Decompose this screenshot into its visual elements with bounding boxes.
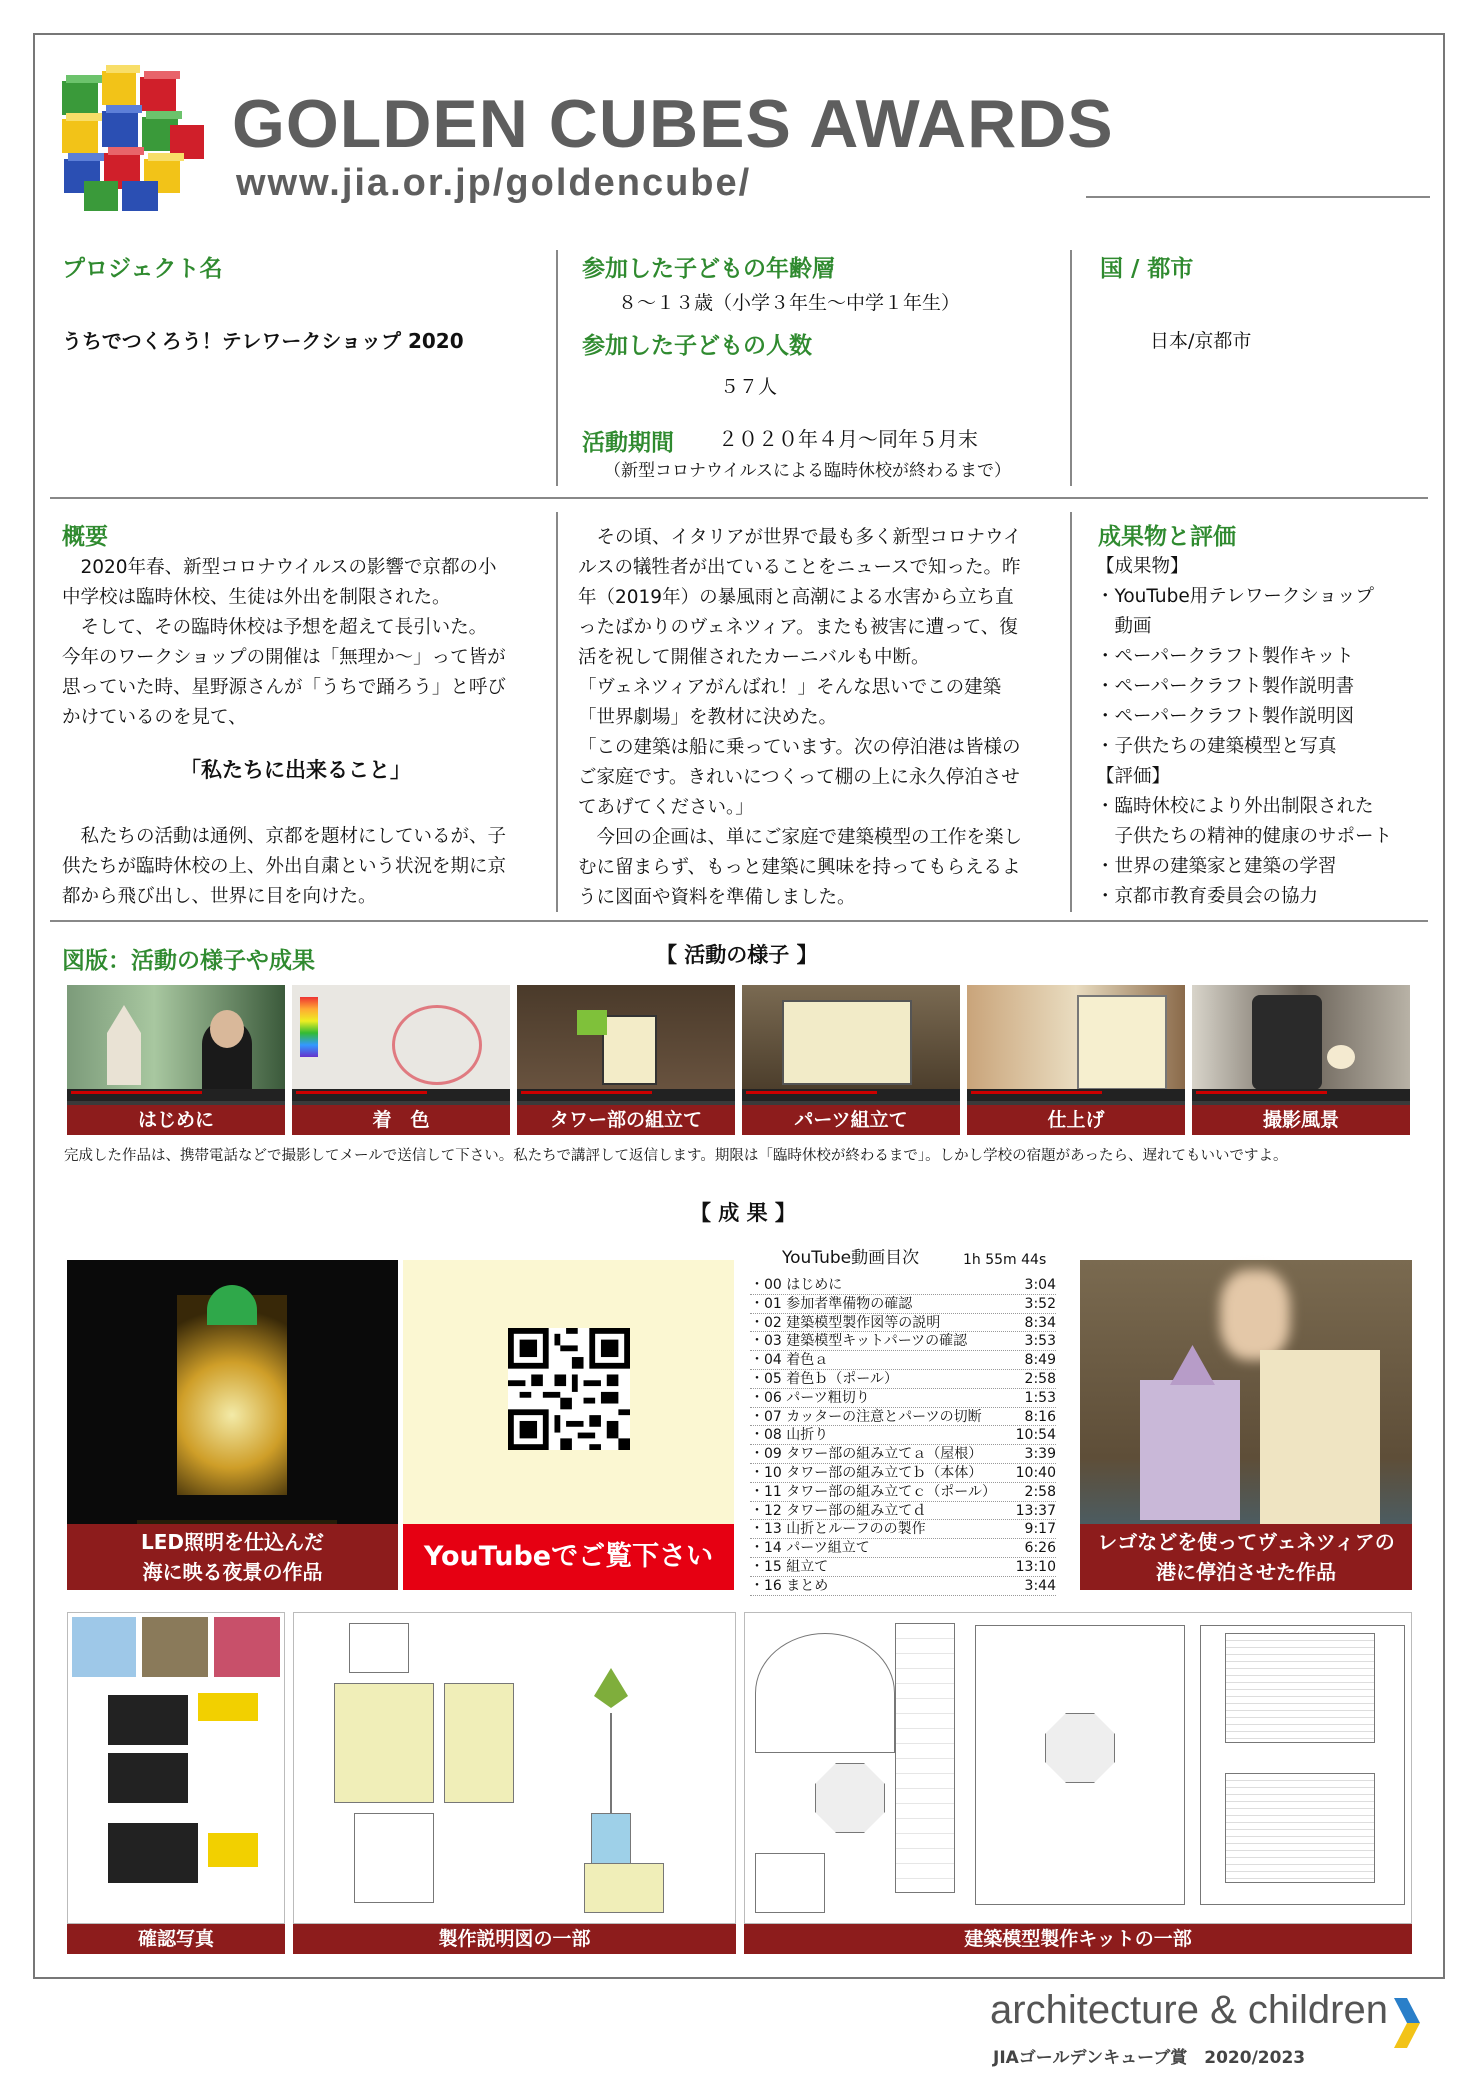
column-divider bbox=[1070, 512, 1072, 912]
toc-chapter-duration: 13:10 bbox=[1015, 1559, 1056, 1575]
eval-item: 子供たちの精神的健康のサポート bbox=[1096, 826, 1393, 847]
qr-code-icon[interactable] bbox=[508, 1328, 630, 1450]
output-item: ・ペーパークラフト製作キット bbox=[1096, 646, 1354, 667]
toc-chapter-title: ・08 山折り bbox=[750, 1427, 829, 1444]
period-label: 活動期間 bbox=[582, 430, 674, 456]
confirmation-photos bbox=[67, 1612, 285, 1924]
caption-line: 海に映る夜景の作品 bbox=[142, 1560, 323, 1584]
toc-chapter-title: ・03 建築模型キットパーツの確認 bbox=[750, 1333, 968, 1350]
overview-line: 2020年春、新型コロナウイルスの影響で京都の小 bbox=[62, 557, 497, 578]
column-divider bbox=[556, 512, 558, 912]
overview-line: 思っていた時、星野源さんが「うちで踊ろう」と呼び bbox=[62, 677, 506, 698]
activity-title: 【 活動の様子 】 bbox=[656, 943, 818, 967]
video-frame bbox=[517, 985, 735, 1095]
project-name: うちでつくろう！テレワークショップ 2020 bbox=[62, 329, 464, 353]
video-progress-bar[interactable] bbox=[67, 1089, 285, 1101]
toc-chapter-title: ・14 パーツ組立て bbox=[750, 1540, 870, 1557]
kit-drawings bbox=[744, 1612, 1412, 1924]
toc-chapter-title: ・15 組立て bbox=[750, 1559, 829, 1575]
footer-brand: architecture & children bbox=[990, 1988, 1388, 2032]
overview-text-c bbox=[578, 523, 1022, 913]
video-progress-bar[interactable] bbox=[292, 1089, 510, 1101]
video-progress-bar[interactable] bbox=[742, 1089, 960, 1101]
overview-line: ご家庭です。きれいにつくって棚の上に永久停泊させ bbox=[578, 767, 1020, 788]
section-divider bbox=[50, 920, 1428, 922]
column-divider bbox=[1070, 250, 1072, 486]
overview-line: 「ヴェネツィアがんばれ！」そんな思いでこの建築 bbox=[578, 677, 1002, 698]
toc-row bbox=[750, 1276, 1056, 1295]
output-item: ・ペーパークラフト製作説明図 bbox=[1096, 706, 1355, 727]
period-value: ２０２０年４月～同年５月末 bbox=[718, 427, 978, 451]
toc-row bbox=[750, 1539, 1056, 1558]
overview-line: そして、その臨時休校は予想を超えて長引いた。 bbox=[62, 617, 488, 638]
toc-chapter-title: ・00 はじめに bbox=[750, 1277, 843, 1293]
toc-row bbox=[750, 1370, 1056, 1389]
count-value: ５７人 bbox=[720, 376, 778, 398]
results-list bbox=[1096, 552, 1392, 912]
toc-chapter-duration: 3:53 bbox=[1024, 1333, 1056, 1350]
chevron-logo-icon bbox=[1394, 1998, 1420, 2048]
section-divider bbox=[50, 497, 1428, 499]
caption-line: レゴなどを使ってヴェネツィアの bbox=[1097, 1530, 1395, 1554]
video-progress-bar[interactable] bbox=[517, 1089, 735, 1101]
count-label: 参加した子どもの人数 bbox=[582, 333, 812, 359]
toc-total: 1h 55m 44s bbox=[963, 1252, 1047, 1268]
toc-row bbox=[750, 1332, 1056, 1351]
toc-chapter-duration: 6:26 bbox=[1024, 1540, 1056, 1557]
toc-chapter-title: ・05 着色ｂ（ポール） bbox=[750, 1371, 898, 1387]
award-url: www.jia.or.jp/goldencube/ bbox=[236, 162, 752, 204]
overview-line: その頃、イタリアが世界で最も多く新型コロナウイ bbox=[578, 527, 1022, 548]
instruction-drawing bbox=[293, 1612, 736, 1924]
video-caption: 仕上げ bbox=[967, 1105, 1185, 1135]
video-thumbnail[interactable] bbox=[742, 985, 960, 1135]
video-caption: 着 色 bbox=[292, 1105, 510, 1135]
bottom-caption: 確認写真 bbox=[67, 1924, 285, 1954]
video-frame bbox=[67, 985, 285, 1095]
toc-row bbox=[750, 1502, 1056, 1521]
bottom-caption: 製作説明図の一部 bbox=[293, 1924, 736, 1954]
eval-item: ・京都市教育委員会の協力 bbox=[1096, 886, 1319, 907]
output-item: ・YouTube用テレワークショップ bbox=[1096, 586, 1374, 607]
toc-chapter-title: ・09 タワー部の組み立てａ（屋根） bbox=[750, 1446, 983, 1463]
award-title: GOLDEN CUBES AWARDS bbox=[232, 86, 1114, 162]
toc-row bbox=[750, 1408, 1056, 1427]
toc-chapter-duration: 3:04 bbox=[1024, 1277, 1056, 1293]
output-item: ・子供たちの建築模型と写真 bbox=[1096, 736, 1337, 757]
overview-text-b bbox=[62, 822, 506, 912]
overview-line: うに図面や資料を準備しました。 bbox=[578, 887, 856, 908]
bottom-caption: 建築模型製作キットの一部 bbox=[744, 1924, 1412, 1954]
video-thumbnail[interactable] bbox=[517, 985, 735, 1135]
video-progress-bar[interactable] bbox=[967, 1089, 1185, 1101]
night-photo-caption bbox=[67, 1524, 398, 1590]
video-thumbnail[interactable] bbox=[967, 985, 1185, 1135]
toc-chapter-title: ・07 カッターの注意とパーツの切断 bbox=[750, 1408, 982, 1425]
outputs-label: 【成果物】 bbox=[1096, 556, 1189, 577]
project-label: プロジェクト名 bbox=[62, 256, 223, 282]
submission-note: 完成した作品は、携帯電話などで撮影してメールで送信して下さい。私たちで講評して返信します。期限は「臨時休校が終わるまで」。しかし学校の宿題があったら、遅れてもいいですよ。 bbox=[64, 1148, 1288, 1164]
illuminated-model bbox=[177, 1295, 287, 1495]
tower-model bbox=[1140, 1380, 1240, 1520]
toc-row bbox=[750, 1558, 1056, 1577]
overview-line: 活を祝して開催されたカーニバルも中断。 bbox=[578, 647, 930, 668]
figures-heading: 図版：活動の様子や成果 bbox=[62, 948, 315, 974]
toc-chapter-duration: 9:17 bbox=[1024, 1521, 1056, 1538]
toc-row bbox=[750, 1295, 1056, 1314]
toc-chapter-duration: 8:16 bbox=[1024, 1408, 1056, 1425]
video-caption: 撮影風景 bbox=[1192, 1105, 1410, 1135]
country-value: 日本/京都市 bbox=[1150, 330, 1252, 352]
toc-chapter-duration: 1:53 bbox=[1024, 1389, 1056, 1406]
green-dome bbox=[207, 1285, 257, 1325]
toc-chapter-duration: 10:54 bbox=[1015, 1427, 1056, 1444]
caption-line: 港に停泊させた作品 bbox=[1156, 1560, 1336, 1584]
toc-chapter-title: ・13 山折とルーフのの製作 bbox=[750, 1521, 926, 1538]
video-caption: タワー部の組立て bbox=[517, 1105, 735, 1135]
toc-chapter-duration: 8:34 bbox=[1024, 1314, 1056, 1331]
output-item: ・ペーパークラフト製作説明書 bbox=[1096, 676, 1355, 697]
toc-chapter-duration: 13:37 bbox=[1015, 1502, 1056, 1519]
toc-row bbox=[750, 1520, 1056, 1539]
video-thumbnail[interactable] bbox=[292, 985, 510, 1135]
toc-chapter-duration: 8:49 bbox=[1024, 1352, 1056, 1369]
toc-chapter-title: ・06 パーツ粗切り bbox=[750, 1389, 870, 1406]
overview-line: むに留まらず、もっと建築に興味を持ってもらえるよ bbox=[578, 857, 1021, 878]
age-value: ８～１３歳（小学３年生～中学１年生） bbox=[618, 292, 961, 314]
overview-line: 中学校は臨時休校、生徒は外出を制限された。 bbox=[62, 587, 451, 608]
toc-row bbox=[750, 1351, 1056, 1370]
video-caption: パーツ組立て bbox=[742, 1105, 960, 1135]
overview-line: ルスの犠牲者が出ていることをニュースで知った。昨 bbox=[578, 557, 1021, 578]
toc-row bbox=[750, 1483, 1056, 1502]
toc-chapter-duration: 2:58 bbox=[1024, 1483, 1056, 1500]
blurred-face bbox=[1220, 1270, 1290, 1360]
overview-line: 「世界劇場」を教材に決めた。 bbox=[578, 707, 838, 728]
overview-line: 供たちが臨時休校の上、外出自粛という状況を期に京 bbox=[62, 856, 507, 877]
eval-item: ・臨時休校により外出制限された bbox=[1096, 796, 1374, 817]
overview-line: ったばかりのヴェネツィア。またも被害に遭って、復 bbox=[578, 617, 1018, 638]
toc-chapter-title: ・10 タワー部の組み立てｂ（本体） bbox=[750, 1465, 983, 1481]
period-note: （新型コロナウイルスによる臨時休校が終わるまで） bbox=[604, 461, 1011, 481]
toc-chapter-duration: 10:40 bbox=[1015, 1465, 1056, 1481]
toc-chapter-duration: 3:52 bbox=[1024, 1295, 1056, 1312]
header-divider bbox=[1086, 196, 1430, 198]
toc-chapter-title: ・11 タワー部の組み立てｃ（ポール） bbox=[750, 1483, 996, 1500]
overview-highlight: 「私たちに出来ること」 bbox=[180, 758, 411, 782]
toc-row bbox=[750, 1445, 1056, 1464]
video-thumbnail[interactable] bbox=[1192, 985, 1410, 1135]
overview-line: てあげてください。」 bbox=[578, 797, 754, 818]
overview-line: 今回の企画は、単にご家庭で建築模型の工作を楽し bbox=[578, 827, 1023, 848]
toc-row bbox=[750, 1464, 1056, 1483]
toc-row bbox=[750, 1426, 1056, 1445]
eval-item: ・世界の建築家と建築の学習 bbox=[1096, 856, 1337, 877]
overview-line: 「この建築は船に乗っています。次の停泊港は皆様の bbox=[578, 737, 1021, 758]
toc-chapter-duration: 3:44 bbox=[1024, 1577, 1056, 1594]
toc-title: YouTube動画目次 bbox=[782, 1248, 920, 1268]
footer-sub: JIAゴールデンキューブ賞 2020/2023 bbox=[993, 2048, 1306, 2068]
youtube-caption-button[interactable]: YouTubeでご覧下さい bbox=[403, 1524, 734, 1590]
toc-chapter-duration: 3:39 bbox=[1024, 1446, 1056, 1463]
toc-row bbox=[750, 1577, 1056, 1596]
toc-row bbox=[750, 1314, 1056, 1333]
video-progress-bar[interactable] bbox=[1192, 1089, 1410, 1101]
caption-line: LED照明を仕込んだ bbox=[140, 1530, 324, 1554]
toc-chapter-title: ・16 まとめ bbox=[750, 1577, 829, 1594]
lego-photo-caption bbox=[1080, 1524, 1412, 1590]
overview-text-a bbox=[62, 553, 506, 733]
overview-heading: 概要 bbox=[62, 524, 108, 550]
column-divider bbox=[556, 250, 558, 486]
overview-line: 都から飛び出し、世界に目を向けた。 bbox=[62, 886, 377, 907]
overview-line: 年（2019年）の暴風雨と高潮による水害から立ち直 bbox=[578, 587, 1014, 608]
overview-line: 今年のワークショップの開催は「無理か～」って皆が bbox=[62, 647, 506, 668]
video-frame bbox=[742, 985, 960, 1095]
video-frame bbox=[1192, 985, 1410, 1095]
video-thumbnail[interactable] bbox=[67, 985, 285, 1135]
overview-line: かけているのを見て、 bbox=[62, 707, 247, 728]
video-frame bbox=[292, 985, 510, 1095]
eval-label: 【評価】 bbox=[1096, 766, 1171, 787]
toc-row bbox=[750, 1389, 1056, 1408]
golden-cubes-logo-icon bbox=[60, 63, 210, 213]
overview-line: 私たちの活動は通例、京都を題材にしているが、子 bbox=[62, 826, 507, 847]
results-heading: 成果物と評価 bbox=[1098, 524, 1236, 550]
results-title: 【 成 果 】 bbox=[690, 1201, 796, 1225]
age-label: 参加した子どもの年齢層 bbox=[582, 256, 835, 282]
building-model bbox=[1260, 1350, 1380, 1530]
toc-chapter-title: ・04 着色ａ bbox=[750, 1352, 829, 1369]
toc-chapter-title: ・01 参加者準備物の確認 bbox=[750, 1295, 913, 1312]
video-frame bbox=[967, 985, 1185, 1095]
toc-chapter-title: ・02 建築模型製作図等の説明 bbox=[750, 1314, 941, 1331]
output-item: 動画 bbox=[1096, 616, 1152, 637]
video-caption: はじめに bbox=[67, 1105, 285, 1135]
toc-chapter-duration: 2:58 bbox=[1024, 1371, 1056, 1387]
tower-roof bbox=[1170, 1345, 1215, 1385]
toc-chapter-title: ・12 タワー部の組み立てｄ bbox=[750, 1502, 927, 1519]
country-label: 国 / 都市 bbox=[1100, 256, 1194, 282]
